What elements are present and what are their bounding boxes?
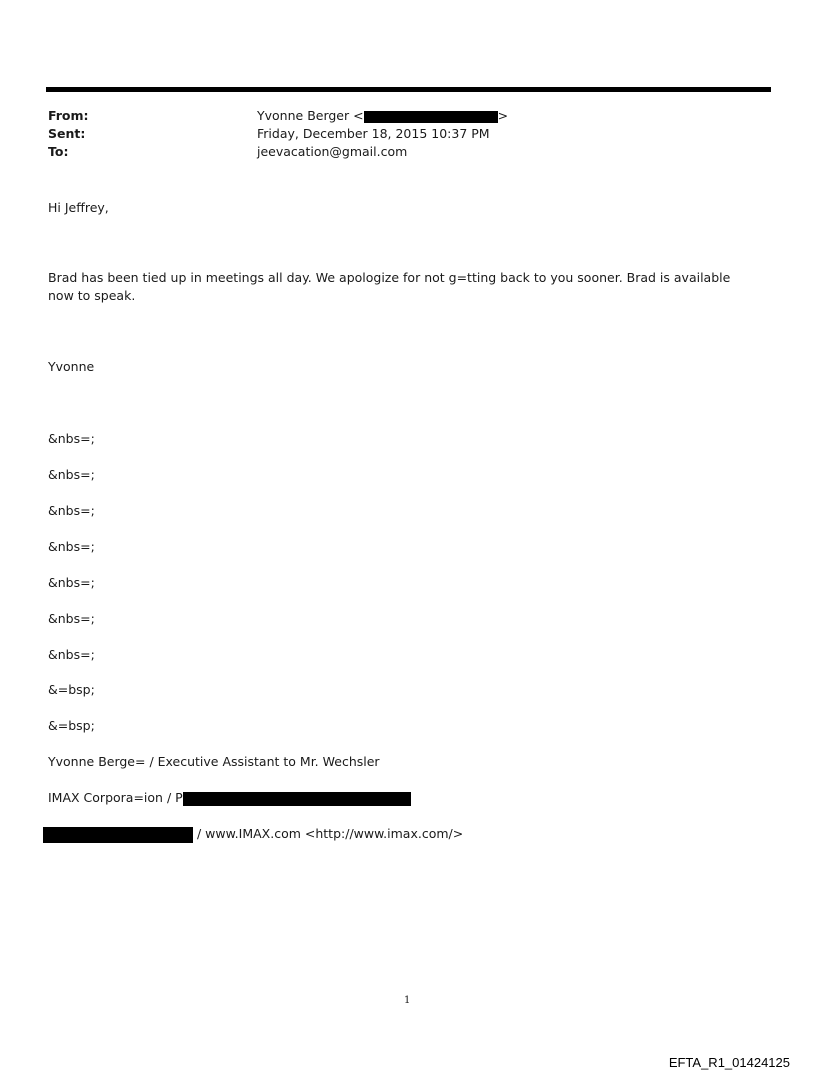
filler-line: &nbs=;: [48, 611, 95, 626]
header-rule: [46, 87, 771, 92]
signature-web: [43, 825, 463, 843]
page-number: 1: [404, 995, 411, 1006]
to-label: To:: [48, 144, 69, 159]
from-open-bracket: <: [353, 108, 364, 123]
redaction-box: [43, 827, 193, 843]
filler-line: &nbs=;: [48, 503, 95, 518]
redaction-box: [364, 111, 498, 123]
bates-number: EFTA_R1_01424125: [668, 1055, 790, 1070]
signoff: Yvonne: [48, 359, 95, 374]
filler-line: &nbs=;: [48, 647, 95, 662]
filler-line: &=bsp;: [48, 682, 95, 697]
sent-label: Sent:: [48, 126, 86, 141]
filler-line: &nbs=;: [48, 539, 95, 554]
filler-line: &nbs=;: [48, 467, 95, 482]
signature-title: Yvonne Berge= / Executive Assistant to Mr. Wechsler: [48, 754, 380, 769]
filler-line: &=bsp;: [48, 718, 95, 733]
from-name: Yvonne Berger: [257, 108, 350, 123]
from-close-bracket: >: [497, 108, 509, 123]
filler-line: &nbs=;: [48, 431, 95, 446]
message-paragraph: Brad has been tied up in meetings all day. We apologize for not g=tting back to you sooner. Brad is available now to speak.: [48, 270, 731, 303]
filler-line: &nbs=;: [48, 575, 95, 590]
to-value: jeevacation@gmail.com: [257, 144, 408, 159]
redaction-box: [183, 792, 411, 806]
from-value: [257, 107, 508, 125]
signature-company: [48, 789, 411, 807]
greeting: Hi Jeffrey,: [48, 200, 109, 215]
signature-company-text: IMAX Corpora=ion / P: [48, 790, 183, 805]
sent-value: Friday, December 18, 2015 10:37 PM: [257, 126, 490, 141]
from-label: From:: [48, 108, 89, 123]
signature-web-text: / www.IMAX.com <http://www.imax.com/>: [193, 826, 464, 841]
